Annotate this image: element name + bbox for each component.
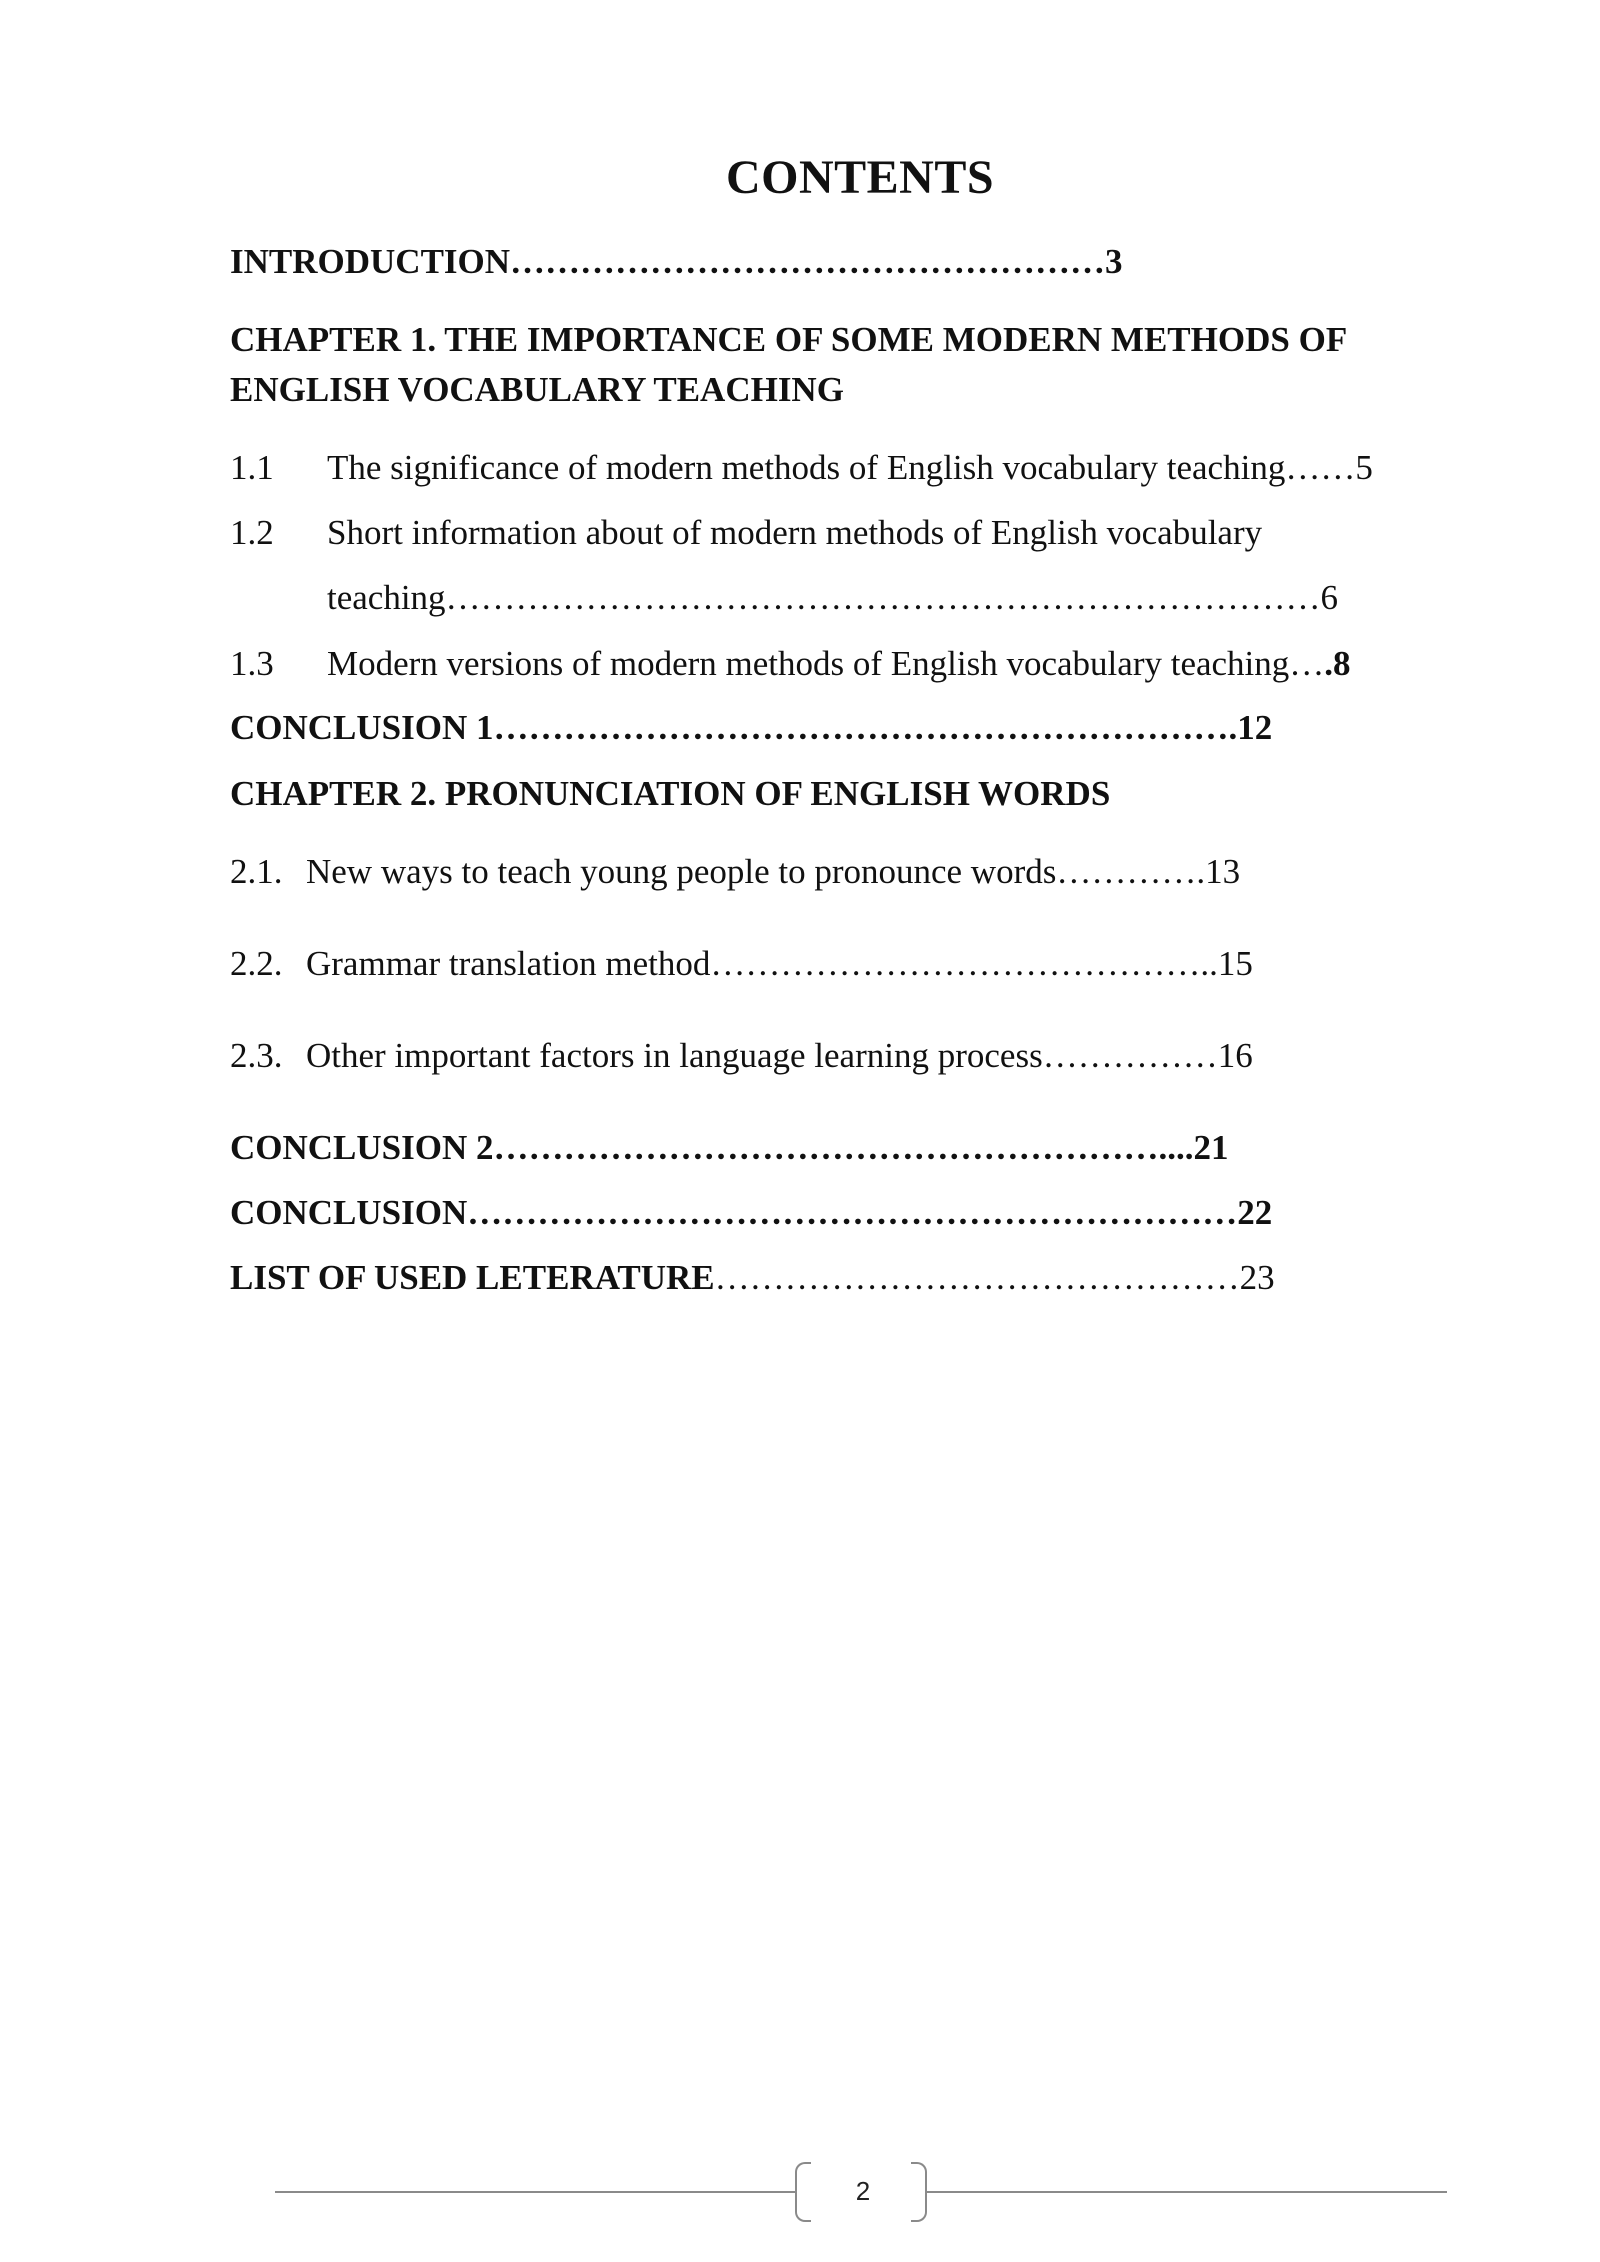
section-title: New ways to teach young people to pronounce words………….13 (306, 852, 1241, 891)
section-page: .8 (1324, 644, 1351, 683)
toc-chapter1-title-line1: CHAPTER 1. THE IMPORTANCE OF SOME MODERN METHODS OF (230, 320, 1348, 359)
footer-brace-left (795, 2162, 811, 2222)
toc-chapter2-title: CHAPTER 2. PRONUNCIATION OF ENGLISH WORDS (230, 774, 1111, 813)
section-number: 1.3 (230, 644, 274, 683)
toc-section-1-3 (230, 642, 1351, 686)
page-number: 2 (855, 2176, 871, 2206)
page-title: CONTENTS (725, 151, 995, 204)
section-title: Short information about of modern methods of English vocabulary (327, 513, 1263, 552)
section-title: Other important factors in language learning process……………16 (306, 1036, 1253, 1075)
footer-rule-right (927, 2191, 1447, 2193)
section-number: 2.1. (230, 852, 283, 891)
section-title: The significance of modern methods of English vocabulary teaching……5 (327, 448, 1373, 487)
toc-introduction: INTRODUCTION……………………………………………3 (230, 242, 1123, 281)
section-title: Modern versions of modern methods of English vocabulary teaching… (327, 644, 1325, 683)
toc-section-1-2-continued: teaching…………………………………………………………………6 (327, 578, 1339, 617)
toc-conclusion-2: CONCLUSION 2…………………………………………………....21 (230, 1128, 1229, 1167)
toc-section-2-3 (230, 1034, 1253, 1078)
toc-section-1-1 (230, 446, 1373, 490)
literature-page: ………………………………………23 (714, 1258, 1275, 1297)
toc-literature (230, 1256, 1275, 1300)
section-title: Grammar translation method……………………………………..15 (306, 944, 1253, 983)
toc-section-1-2 (230, 511, 1262, 555)
section-number: 2.2. (230, 944, 283, 983)
toc-section-2-1 (230, 850, 1240, 894)
section-number: 1.1 (230, 448, 274, 487)
section-number: 2.3. (230, 1036, 283, 1075)
footer-rule-left (275, 2191, 795, 2193)
footer-brace-right (911, 2162, 927, 2222)
section-number: 1.2 (230, 513, 274, 552)
toc-chapter1-title-line2: ENGLISH VOCABULARY TEACHING (230, 370, 844, 409)
toc-conclusion-1: CONCLUSION 1……………………………………………………….12 (230, 708, 1273, 747)
toc-section-2-2 (230, 942, 1253, 986)
literature-label: LIST OF USED LETERATURE (230, 1258, 715, 1297)
toc-conclusion: CONCLUSION…………………………………………………………22 (230, 1193, 1273, 1232)
